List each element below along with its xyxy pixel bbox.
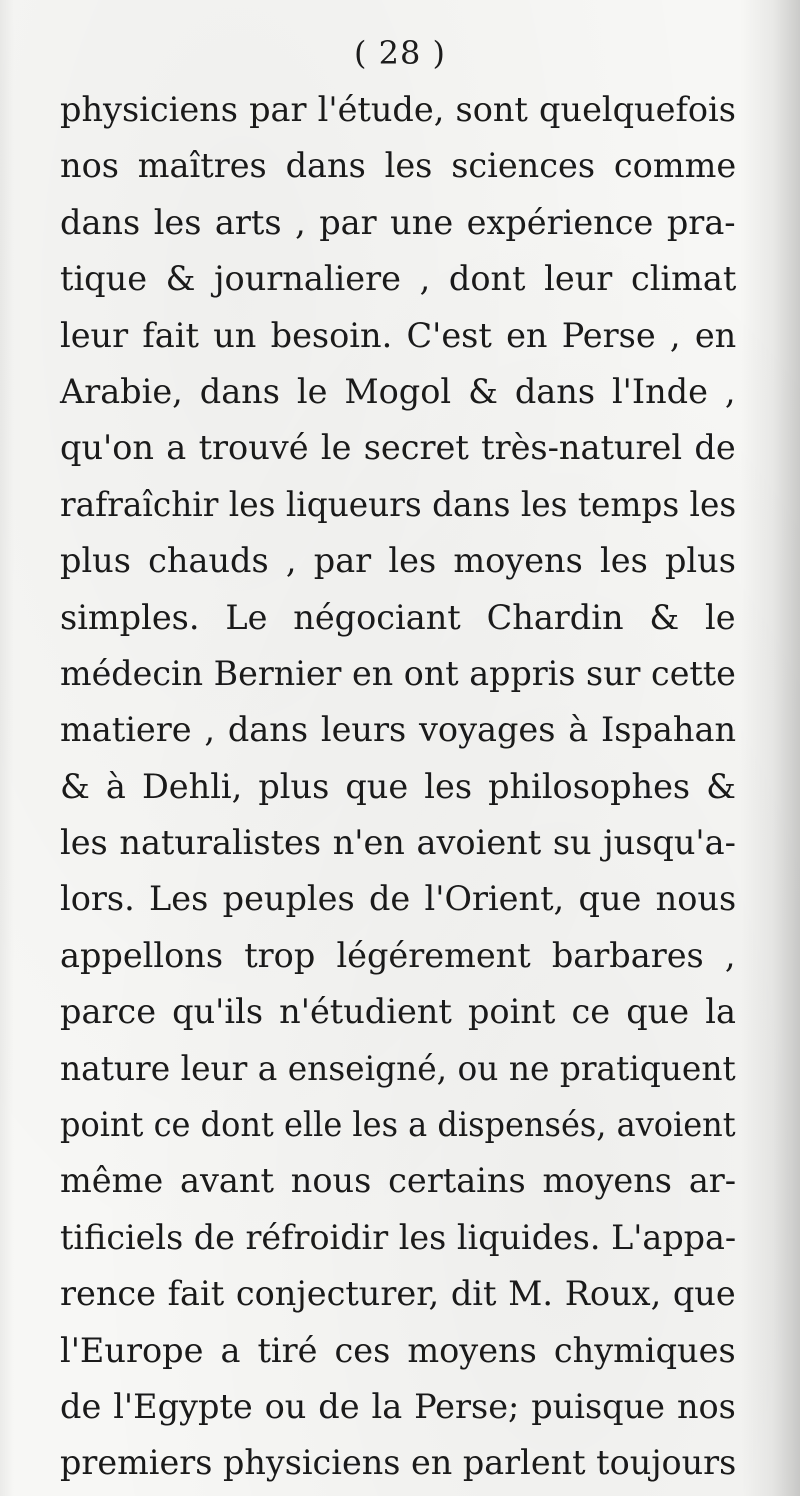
text-line: physiciens par l'étude, sont quelquefois <box>60 90 736 129</box>
text-line: appellons trop légérement barbares , <box>60 935 736 975</box>
text-line: point ce dont elle les a dispensés, avoient <box>60 1105 736 1145</box>
text-line: parce qu'ils n'étudient point ce que la <box>60 992 736 1032</box>
text-line: Arabie, dans le Mogol & dans l'Inde , <box>60 371 736 411</box>
text-line: plus chauds , par les moyens les plus <box>60 541 736 581</box>
text-line: rence fait conjecturer, dit M. Roux, que <box>60 1274 736 1314</box>
text-line: lors. Les peuples de l'Orient, que nous <box>60 879 737 919</box>
text-line: simples. Le négociant Chardin & le <box>60 597 736 637</box>
text-line: premiers physiciens en parlent toujours <box>60 1443 737 1483</box>
body-text <box>60 82 736 1492</box>
text-line: tique & journaliere , dont leur climat <box>60 259 737 299</box>
text-line: tificiels de réfroidir les liquides. L'appa- <box>60 1217 737 1257</box>
text-line: les naturalistes n'en avoient su jusqu'a- <box>60 823 736 863</box>
text-line: de l'Egypte ou de la Perse; puisque nos <box>60 1386 736 1426</box>
text-line: même avant nous certains moyens ar- <box>60 1161 737 1201</box>
page-number: ( 28 ) <box>353 34 447 72</box>
text-line: nature leur a enseigné, ou ne pratiquent <box>60 1048 736 1088</box>
text-line: l'Europe a tiré ces moyens chymiques <box>60 1330 736 1370</box>
text-line: rafraîchir les liqueurs dans les temps les <box>60 484 737 524</box>
text-line: nos maîtres dans les sciences comme <box>60 146 737 186</box>
text-line: qu'on a trouvé le secret très-naturel de <box>60 428 736 468</box>
text-line: & à Dehli, plus que les philosophes & <box>60 766 737 806</box>
text-line: dans les arts , par une expérience pra- <box>60 202 736 242</box>
page-left-shadow <box>0 0 14 1496</box>
page-right-shadow <box>740 0 800 1496</box>
text-line: leur fait un besoin. C'est en Perse , en <box>60 315 737 355</box>
text-line: médecin Bernier en ont appris sur cette <box>60 653 736 693</box>
text-line: matiere , dans leurs voyages à Ispahan <box>60 710 737 750</box>
